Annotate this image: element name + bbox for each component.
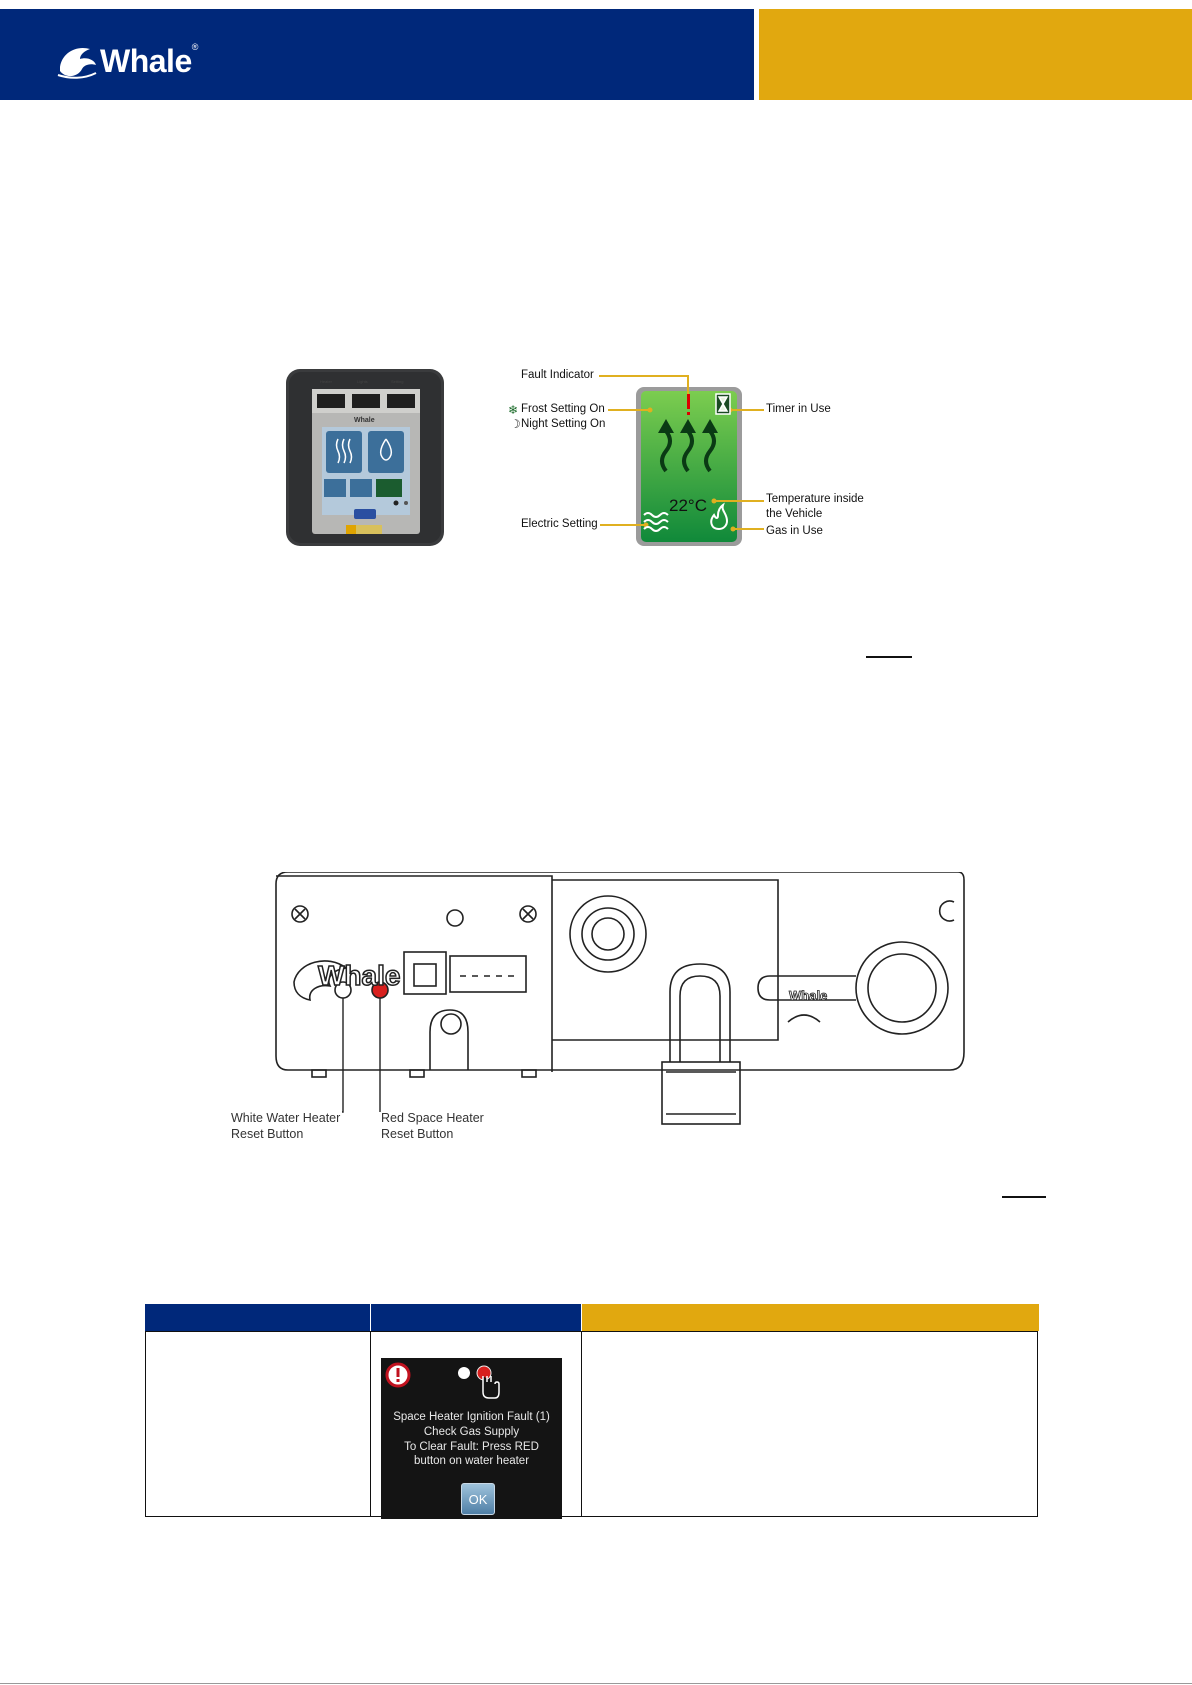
electric-setting-label: Electric Setting	[521, 518, 598, 530]
control-panel-device	[286, 369, 444, 546]
heat-arrows-icon	[662, 431, 714, 471]
table-cell-1	[145, 1331, 371, 1517]
drain-brand-text: Whale	[789, 988, 828, 1003]
device-tab-lights: Lights	[357, 379, 368, 384]
moon-icon: ☽	[510, 417, 521, 431]
table-header-col2	[370, 1304, 582, 1331]
fault-exclamation-icon	[687, 394, 690, 415]
whale-logo	[56, 38, 198, 84]
fault-line-3: To Clear Fault: Press RED	[404, 1441, 539, 1453]
fault-indicator-label: Fault Indicator	[521, 369, 594, 381]
temperature-label-line1: Temperature inside	[766, 493, 864, 505]
white-reset-label-line2: Reset Button	[231, 1127, 304, 1141]
device-tab-setting: Setting	[391, 379, 404, 384]
footer-rule	[0, 1683, 1192, 1684]
night-setting-label: Night Setting On	[521, 418, 606, 430]
red-reset-label-line1: Red Space Heater	[381, 1111, 484, 1125]
gas-label: Gas in Use	[766, 525, 823, 537]
fault-display-screen	[381, 1358, 562, 1519]
red-reset-label-line2: Reset Button	[381, 1127, 454, 1141]
water-heater-panel-drawing	[270, 872, 970, 1128]
registered-mark: ®	[191, 42, 199, 52]
divider-mark-2	[1002, 1196, 1046, 1198]
table-header-col3	[581, 1304, 1039, 1331]
reset-buttons-icon	[457, 1364, 501, 1404]
frost-setting-label: Frost Setting On	[521, 403, 605, 415]
panel-brand-text: Whale	[318, 960, 401, 991]
whale-icon	[56, 41, 98, 81]
temperature-label-line2: the Vehicle	[766, 508, 823, 520]
electric-waves-icon	[644, 513, 668, 531]
hourglass-icon	[716, 394, 730, 414]
device-brand: Whale	[354, 417, 375, 424]
fault-line-2: Check Gas Supply	[423, 1426, 520, 1438]
heater-display-screen	[636, 391, 736, 541]
white-reset-label-line1: White Water Heater	[231, 1111, 341, 1125]
divider-mark	[866, 656, 912, 658]
display-temperature: 22°C	[669, 496, 707, 515]
table-header-col1	[145, 1304, 370, 1331]
timer-label: Timer in Use	[766, 403, 831, 415]
header-gold-band	[759, 9, 1192, 100]
arrow-heads-icon	[658, 419, 718, 433]
snowflake-icon: ❄	[508, 403, 519, 417]
gas-flame-icon	[711, 505, 727, 529]
fault-line-4: button on water heater	[413, 1455, 530, 1467]
ok-button[interactable]: OK	[461, 1483, 495, 1515]
fault-line-1: Space Heater Ignition Fault (1)	[393, 1411, 550, 1423]
table-cell-3	[581, 1331, 1038, 1517]
brand-name: Whale	[100, 42, 192, 79]
fault-warning-icon	[385, 1362, 411, 1388]
device-tab-heater: Heater	[320, 379, 333, 384]
